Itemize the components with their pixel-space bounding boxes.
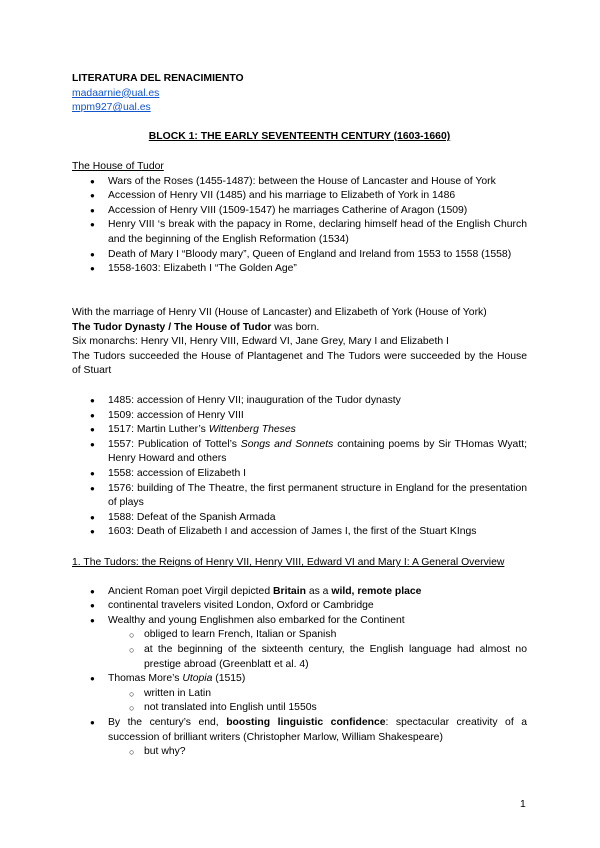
dynasty-paragraph	[72, 306, 527, 379]
list-item	[72, 716, 527, 745]
tudor-heading: The House of Tudor	[72, 161, 164, 172]
sub-list-item: ○ at the beginning of the sixteenth century, the English language had almost no prestige abroad (Greenblatt et al. 4)	[72, 643, 527, 672]
list-item: ● Accession of Henry VII (1485) and his marriage to Elizabeth of York in 1486	[72, 189, 527, 204]
item-text: (1515)	[212, 673, 246, 685]
list-item: ● 1558: accession of Elizabeth I	[72, 467, 527, 482]
list-item	[72, 585, 527, 600]
list-item: ● 1588: Defeat of the Spanish Armada	[72, 511, 527, 526]
page-number: 1	[520, 799, 526, 810]
tudor-list	[72, 175, 527, 277]
marriage-line: With the marriage of Henry VII (House of Lancaster) and Elizabeth of York (House of York)	[72, 307, 487, 318]
item-text: containing poems by Sir THomas Wyatt; Henry Howard and others	[108, 438, 527, 465]
item-italic: Utopia	[182, 673, 213, 685]
item-text: Ancient Roman poet Virgil depicted	[108, 585, 274, 597]
document-header	[72, 72, 532, 116]
timeline-list	[72, 394, 527, 540]
item-text: 1557: Publication of Tottel’s	[108, 438, 241, 450]
list-item: ● Wealthy and young Englishmen also embarked for the Continent	[72, 614, 527, 629]
item-bold: wild, remote place	[331, 585, 422, 597]
sub-list-item: ○ written in Latin	[72, 687, 527, 702]
list-item: ● 1576: building of The Theatre, the first permanent structure in England for the presentation of plays	[72, 482, 527, 511]
item-text: : spectacular creativity of a succession of brilliant writers (Christopher Marlow, William Shakespeare)	[108, 716, 528, 743]
section-1-heading: 1. The Tudors: the Reigns of Henry VII, Henry VIII, Edward VI and Mary I: A General Overview	[72, 557, 505, 568]
dynasty-line	[72, 321, 527, 336]
item-italic: Wittenberg Theses	[208, 424, 296, 436]
list-item: ● 1509: accession of Henry VIII	[72, 409, 527, 424]
dynasty-suffix: was born.	[271, 321, 320, 333]
dynasty-bold: The Tudor Dynasty / The House of Tudor	[72, 321, 272, 333]
monarchs-line: Six monarchs: Henry VII, Henry VIII, Edward VI, Jane Grey, Mary I and Elizabeth I	[72, 336, 449, 348]
sub-list-item: ○ not translated into English until 1550s	[72, 701, 527, 716]
block-heading: BLOCK 1: THE EARLY SEVENTEENTH CENTURY (1603-1660)	[148, 131, 451, 142]
list-item: ● Death of Mary I “Bloody mary”, Queen of England and Ireland from 1553 to 1558 (1558)	[72, 248, 527, 263]
document-title: LITERATURA DEL RENACIMIENTO	[72, 73, 244, 84]
list-item	[72, 438, 527, 467]
sub-list-item: ○ obliged to learn French, Italian or Spanish	[72, 628, 527, 643]
section-1	[72, 556, 527, 760]
item-bold: Britain	[273, 585, 306, 597]
list-item: ● 1558-1603: Elizabeth I “The Golden Age”	[72, 262, 527, 277]
list-item: ● 1603: Death of Elizabeth I and accession of James I, the first of the Stuart KIngs	[72, 525, 527, 540]
item-italic: Songs and Sonnets	[240, 438, 334, 450]
item-text: 1517: Martin Luther’s	[108, 424, 209, 436]
item-text: as a	[305, 585, 332, 597]
timeline-section	[72, 394, 527, 540]
email-link-2[interactable]: mpm927@ual.es	[72, 102, 151, 114]
item-text: Thomas More’s	[108, 673, 183, 685]
section-1-list	[72, 585, 527, 760]
list-item	[72, 423, 527, 438]
tudor-section	[72, 160, 527, 277]
succession-line: The Tudors succeeded the House of Plantagenet and The Tudors were succeeded by the House of Stuart	[72, 350, 527, 377]
list-item: ● continental travelers visited London, Oxford or Cambridge	[72, 599, 527, 614]
email-link-1[interactable]: madaarnie@ual.es	[72, 87, 160, 99]
item-text: By the century’s end,	[108, 716, 227, 728]
list-item: ● 1485: accession of Henry VII; inauguration of the Tudor dynasty	[72, 394, 527, 409]
item-bold: boosting linguistic confidence	[226, 716, 386, 728]
list-item	[72, 672, 527, 687]
sub-list-item: ○ but why?	[72, 745, 527, 760]
list-item: ● Accession of Henry VIII (1509-1547) he marriages Catherine of Aragon (1509)	[72, 204, 527, 219]
list-item: ● Wars of the Roses (1455-1487): between the House of Lancaster and House of York	[72, 175, 527, 190]
list-item: ● Henry VIII ‘s break with the papacy in Rome, declaring himself head of the English Church and the beginning of the English Reformation (1534)	[72, 218, 527, 247]
